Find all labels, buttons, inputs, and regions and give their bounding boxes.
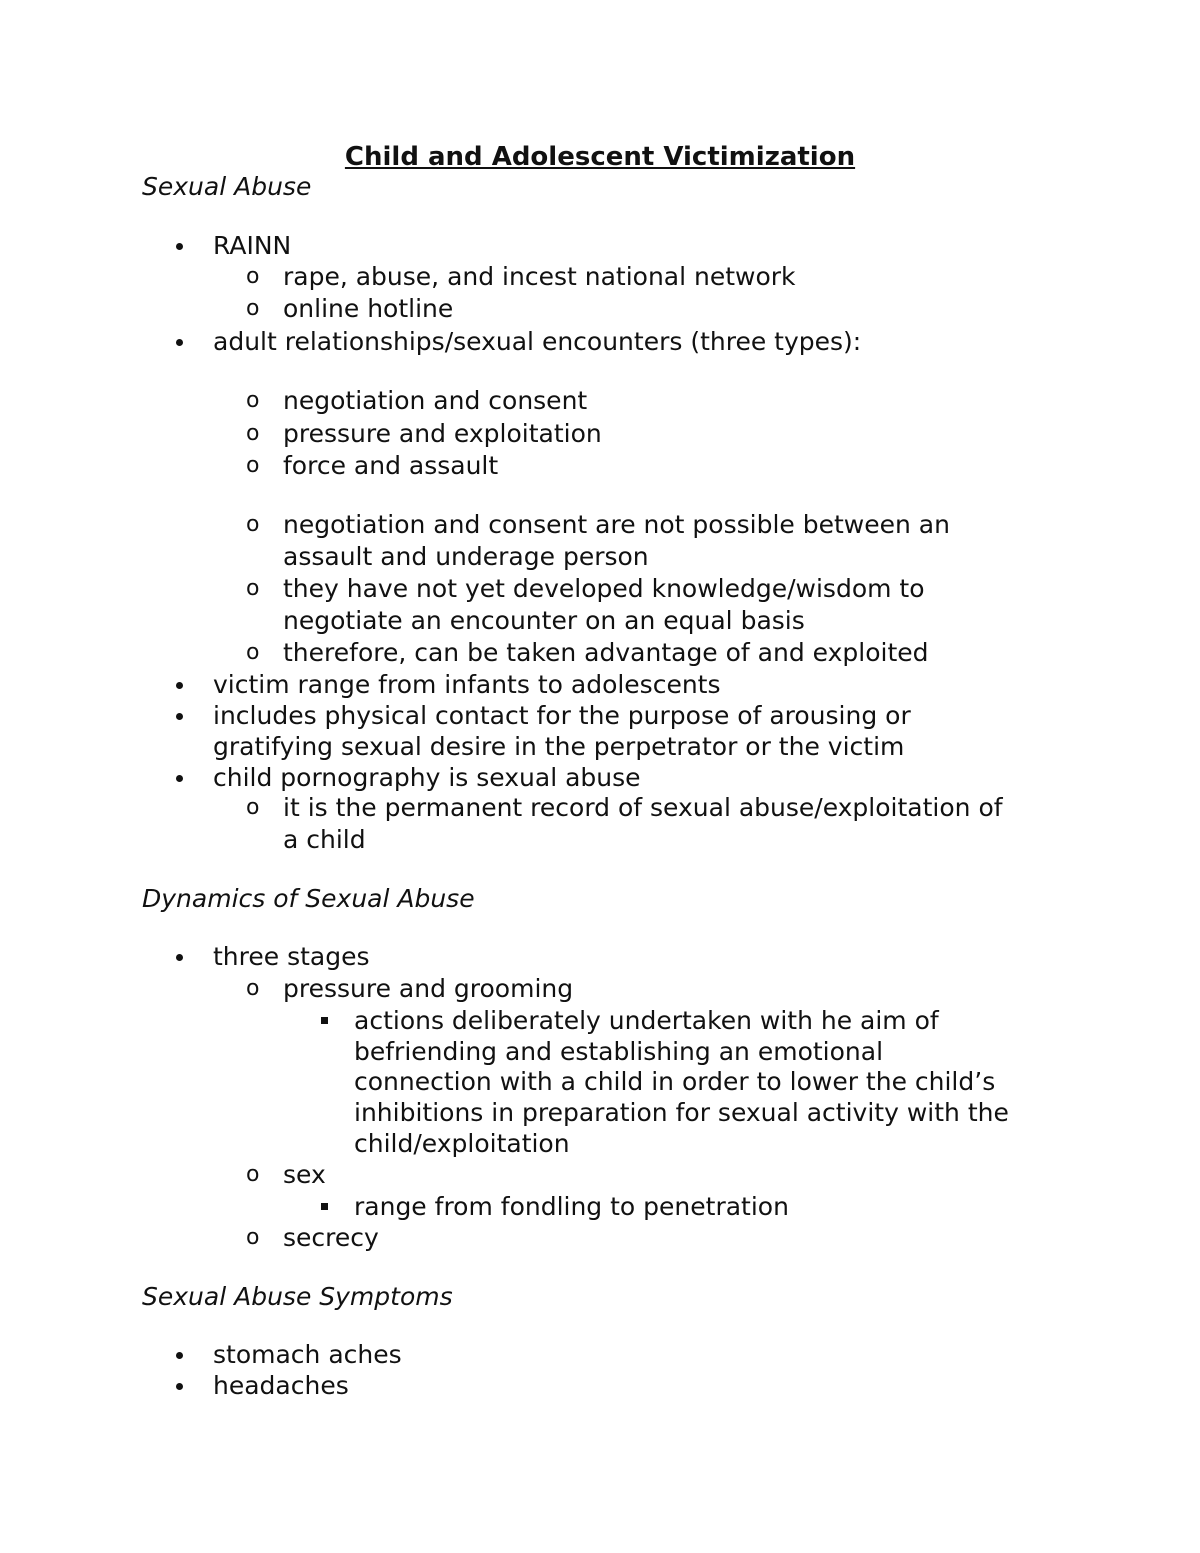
list-item: negotiation and consent — [283, 386, 588, 415]
square-bullet-icon — [318, 1192, 332, 1222]
section-heading-sexual-abuse: Sexual Abuse — [142, 172, 312, 201]
list-item-continuation: child/exploitation — [354, 1129, 570, 1158]
list-item-continuation: negotiate an encounter on an equal basis — [283, 606, 805, 635]
list-item: secrecy — [283, 1223, 379, 1252]
circle-bullet-icon: o — [246, 388, 260, 413]
bullet-icon — [172, 763, 186, 793]
square-bullet-icon — [318, 1006, 332, 1036]
list-item: it is the permanent record of sexual abuse/exploitation of — [283, 793, 1003, 822]
list-item: headaches — [213, 1371, 349, 1400]
list-item: pressure and grooming — [283, 974, 574, 1003]
bullet-icon — [172, 1340, 186, 1370]
list-item: victim range from infants to adolescents — [213, 670, 721, 699]
document-title: Child and Adolescent Victimization — [344, 142, 856, 172]
bullet-icon — [172, 942, 186, 972]
list-item: negotiation and consent are not possible between an — [283, 510, 950, 539]
list-item-continuation: connection with a child in order to lower the child’s — [354, 1067, 996, 1096]
list-item-continuation: assault and underage person — [283, 542, 649, 571]
circle-bullet-icon: o — [246, 512, 260, 537]
list-item: therefore, can be taken advantage of and exploited — [283, 638, 929, 667]
circle-bullet-icon: o — [246, 976, 260, 1001]
circle-bullet-icon: o — [246, 264, 260, 289]
list-item: range from fondling to penetration — [354, 1192, 789, 1221]
circle-bullet-icon: o — [246, 1162, 260, 1187]
list-item: child pornography is sexual abuse — [213, 763, 641, 792]
list-item-continuation: a child — [283, 825, 366, 854]
list-item: they have not yet developed knowledge/wisdom to — [283, 574, 925, 603]
list-item: rape, abuse, and incest national network — [283, 262, 796, 291]
list-item: sex — [283, 1160, 326, 1189]
circle-bullet-icon: o — [246, 795, 260, 820]
section-heading-symptoms: Sexual Abuse Symptoms — [142, 1282, 453, 1311]
list-item: adult relationships/sexual encounters (three types): — [213, 327, 862, 356]
bullet-icon — [172, 701, 186, 731]
list-item: RAINN — [213, 231, 292, 260]
list-item-continuation: befriending and establishing an emotional — [354, 1037, 884, 1066]
bullet-icon — [172, 327, 186, 357]
bullet-icon — [172, 231, 186, 261]
list-item: actions deliberately undertaken with he aim of — [354, 1006, 939, 1035]
circle-bullet-icon: o — [246, 453, 260, 478]
circle-bullet-icon: o — [246, 576, 260, 601]
circle-bullet-icon: o — [246, 640, 260, 665]
list-item: force and assault — [283, 451, 499, 480]
list-item: three stages — [213, 942, 370, 971]
list-item-continuation: gratifying sexual desire in the perpetrator or the victim — [213, 732, 905, 761]
circle-bullet-icon: o — [246, 421, 260, 446]
section-heading-dynamics: Dynamics of Sexual Abuse — [142, 884, 475, 913]
circle-bullet-icon: o — [246, 296, 260, 321]
list-item-continuation: inhibitions in preparation for sexual activity with the — [354, 1098, 1009, 1127]
list-item: online hotline — [283, 294, 454, 323]
list-item: stomach aches — [213, 1340, 402, 1369]
list-item: pressure and exploitation — [283, 419, 602, 448]
bullet-icon — [172, 670, 186, 700]
bullet-icon — [172, 1371, 186, 1401]
list-item: includes physical contact for the purpose of arousing or — [213, 701, 911, 730]
circle-bullet-icon: o — [246, 1225, 260, 1250]
